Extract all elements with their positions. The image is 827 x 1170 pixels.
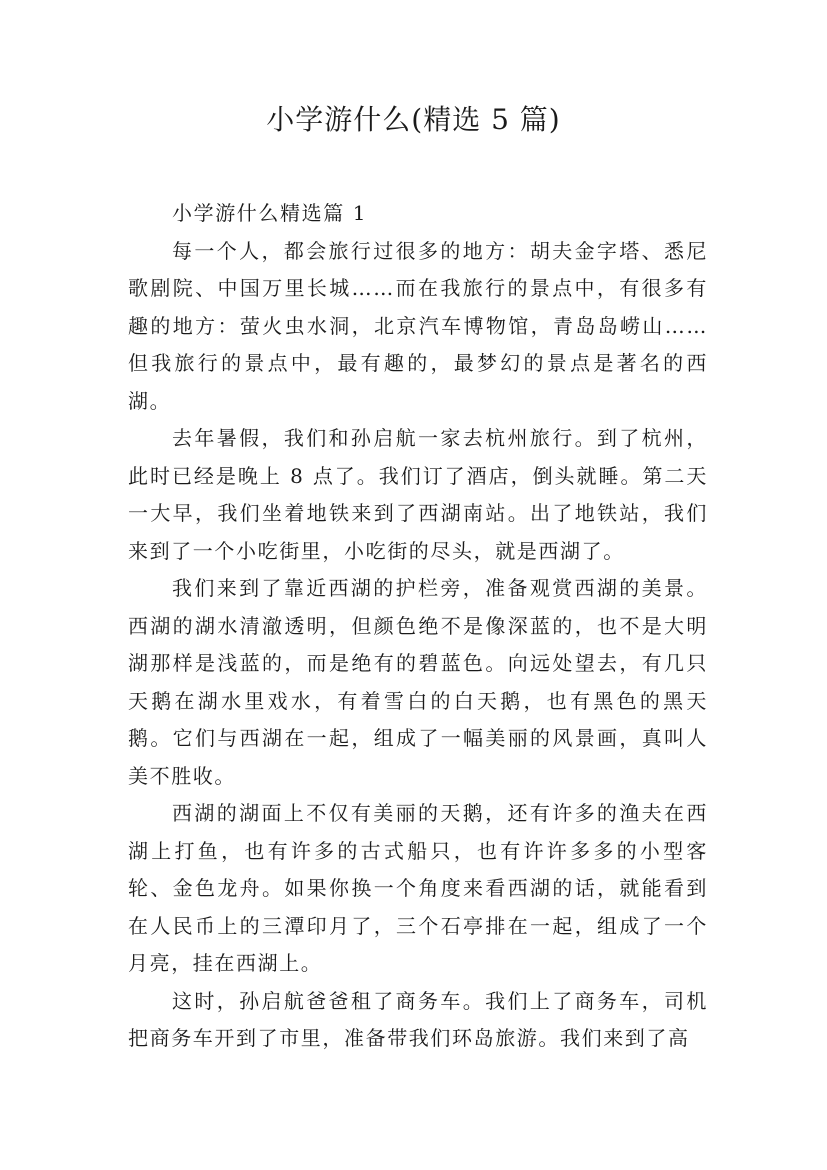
paragraph: 我们来到了靠近西湖的护栏旁，准备观赏西湖的美景。西湖的湖水清澈透明，但颜色绝不是像深蓝的，也不是大明湖那样是浅蓝的，而是绝有的碧蓝色。向远处望去，有几只天鹅在湖水里戏水，有着雪白的白天鹅，也有黑色的黑天鹅。它们与西湖在一起，组成了一幅美丽的风景画，真叫人美不胜收。 [128, 576, 708, 788]
section-heading: 小学游什么精选篇 1 [172, 201, 368, 225]
document-body [128, 195, 708, 1058]
paragraph: 西湖的湖面上不仅有美丽的天鹅，还有许多的渔夫在西湖上打鱼，也有许多的古式船只，也有许许多多的小型客轮、金色龙舟。如果你换一个角度来看西湖的话，就能看到在人民币上的三潭印月了，三个石亭排在一起，组成了一个月亮，挂在西湖上。 [128, 801, 708, 975]
paragraph: 这时，孙启航爸爸租了商务车。我们上了商务车，司机把商务车开到了市里，准备带我们环岛旅游。我们来到了高 [128, 988, 708, 1050]
document-title: 小学游什么(精选 5 篇) [266, 103, 561, 136]
paragraph: 每一个人，都会旅行过很多的地方：胡夫金字塔、悉尼歌剧院、中国万里长城……而在我旅行的景点中，有很多有趣的地方：萤火虫水洞，北京汽车博物馆，青岛岛崂山……但我旅行的景点中，最有趣的，最梦幻的景点是著名的西湖。 [128, 238, 708, 413]
paragraph: 去年暑假，我们和孙启航一家去杭州旅行。到了杭州，此时已经是晚上 8 点了。我们订了酒店，倒头就睡。第二天一大早，我们坐着地铁来到了西湖南站。出了地铁站，我们来到了一个小吃街里，小吃街的尽头，就是西湖了。 [128, 426, 708, 563]
